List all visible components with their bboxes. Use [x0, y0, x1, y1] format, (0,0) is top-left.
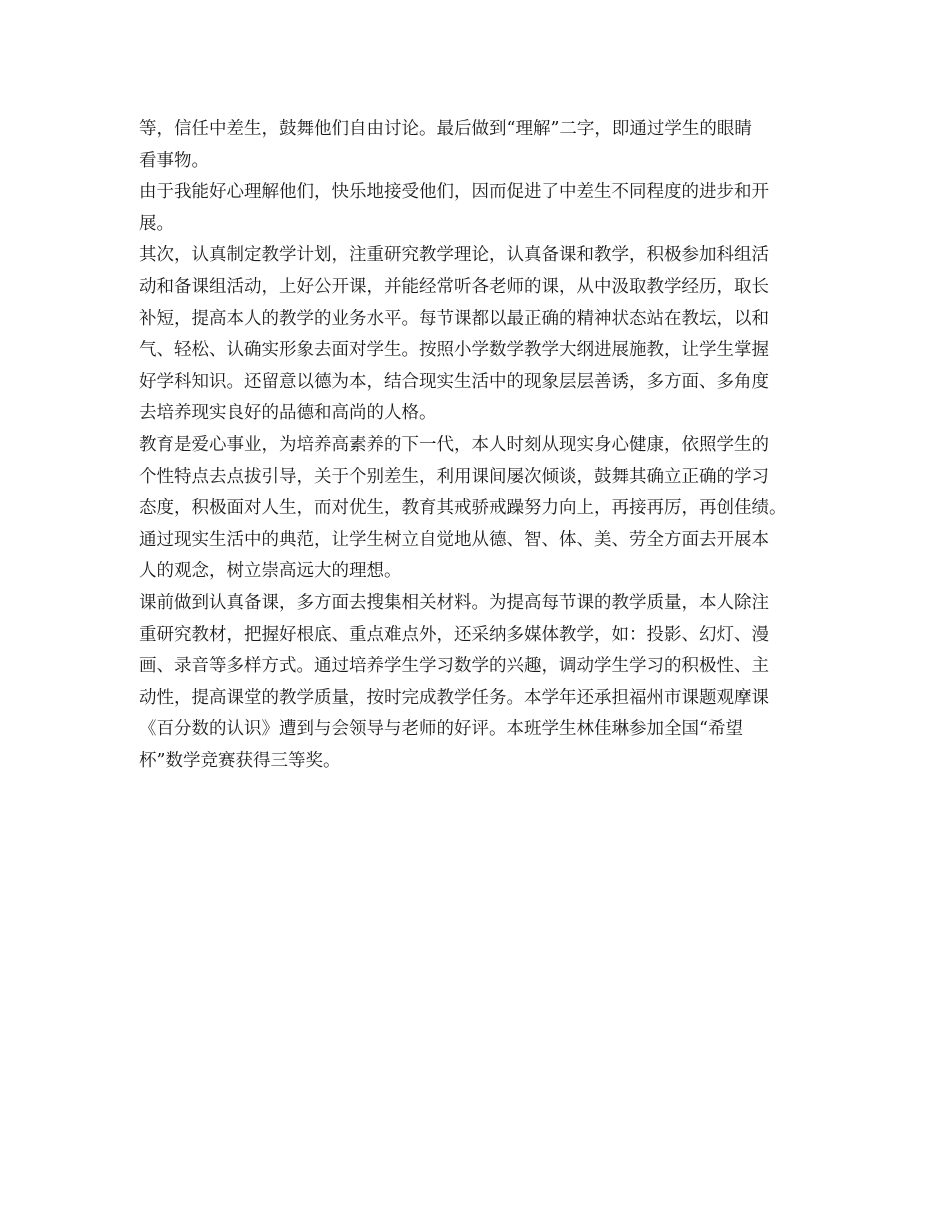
text-line: 等，信任中差生，鼓舞他们自由讨论。最后做到“理解”二字，即通过学生的眼睛	[139, 119, 752, 139]
document-body	[139, 114, 819, 777]
text-line: 由于我能好心理解他们，快乐地接受他们，因而促进了中差生不同程度的进步和开	[139, 182, 769, 203]
text-line: 其次，认真制定教学计划，注重研究教学理论，认真备课和教学，积极参加科组活	[139, 245, 769, 266]
text-line: 好学科知识。还留意以德为本，结合现实生活中的现象层层善诱，多方面、多角度	[139, 371, 769, 392]
text-line: 展。	[139, 213, 174, 234]
text-line: 通过现实生活中的典范，让学生树立自觉地从德、智、体、美、劳全方面去开展本	[139, 529, 769, 550]
text-line: 去培养现实良好的品德和高尚的人格。	[139, 403, 437, 424]
text-line: 教育是爱心事业，为培养高素养的下一代，本人时刻从现实身心健康，依照学生的	[139, 434, 769, 455]
text-line: 看事物。	[139, 150, 209, 171]
text-line: 动和备课组活动，上好公开课，并能经常听各老师的课，从中汲取教学经历，取长	[139, 276, 769, 297]
text-line: 动性，提高课堂的教学质量，按时完成教学任务。本学年还承担福州市课题观摩课	[139, 687, 769, 708]
text-line: 课前做到认真备课，多方面去搜集相关材料。为提高每节课的教学质量，本人除注	[139, 592, 769, 613]
text-line: 态度，积极面对人生，而对优生，教育其戒骄戒躁努力向上，再接再厉，再创佳绩。	[139, 498, 787, 519]
text-line: 人的观念，树立崇高远大的理想。	[139, 561, 402, 582]
text-line: 气、轻松、认确实形象去面对学生。按照小学数学教学大纲进展施教，让学生掌握	[139, 340, 769, 361]
text-line: 个性特点去点拔引导，关于个别差生，利用课间屡次倾谈，鼓舞其确立正确的学习	[139, 466, 769, 487]
text-line: 画、录音等多样方式。通过培养学生学习数学的兴趣，调动学生学习的积极性、主	[139, 656, 769, 677]
text-line: 杯”数学竞赛获得三等奖。	[139, 750, 341, 771]
text-line: 补短，提高本人的教学的业务水平。每节课都以最正确的精神状态站在教坛，以和	[139, 308, 769, 329]
text-line: 《百分数的认识》遭到与会领导与老师的好评。本班学生林佳琳参加全国“希望	[139, 719, 743, 740]
text-line: 重研究教材，把握好根底、重点难点外，还采纳多媒体教学，如：投影、幻灯、漫	[139, 624, 769, 645]
